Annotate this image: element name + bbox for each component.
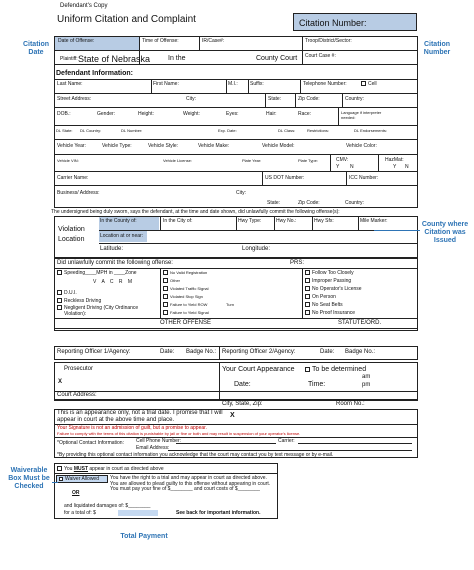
hair-label: Hair: bbox=[266, 111, 277, 117]
plaintiff-label: Plaintiff: bbox=[60, 56, 78, 62]
exp-date-label: Exp. Date: bbox=[218, 128, 237, 133]
location-near-label: Location at or near: bbox=[100, 233, 144, 239]
vehicle-license-label: Vehicle License: bbox=[163, 158, 192, 163]
zip-label: Zip Code: bbox=[298, 96, 320, 102]
signature-warning: Your Signature is not an admission of guilt, but a promise to appear. bbox=[57, 425, 207, 431]
cmv-label: CMV: bbox=[336, 157, 349, 163]
total-payment-annotation: Total Payment bbox=[120, 533, 168, 540]
reckless-checkbox[interactable] bbox=[57, 298, 62, 303]
dl-country-label: DL Country: bbox=[80, 128, 102, 133]
hazmat-label: HazMat: bbox=[385, 157, 404, 163]
dob-label: DOB.: bbox=[57, 111, 71, 117]
officer1-label: Reporting Officer 1/Agency: bbox=[57, 349, 131, 355]
usdot-label: US DOT Number: bbox=[265, 175, 305, 181]
city-label: City: bbox=[186, 96, 196, 102]
county-arrow bbox=[374, 230, 420, 231]
dl-number-label: DL Number: bbox=[121, 128, 143, 133]
suffix-label: Suffix: bbox=[250, 81, 264, 87]
business-address-label: Business/ Address: bbox=[57, 190, 100, 196]
latitude-label: Latitude: bbox=[100, 246, 124, 252]
negligent-checkbox[interactable] bbox=[57, 305, 62, 310]
country-label: Country: bbox=[345, 96, 364, 102]
must-appear-checkbox[interactable] bbox=[57, 466, 62, 471]
insurance-checkbox[interactable] bbox=[305, 310, 310, 315]
traffic-signal-label: Violated Traffic Signal bbox=[170, 286, 209, 291]
registration-checkbox[interactable] bbox=[163, 270, 168, 275]
total-label: for a total of: $ bbox=[64, 510, 96, 516]
follow-close-label: Follow Too Closely bbox=[312, 270, 354, 276]
insurance-label: No Proof Insurance bbox=[312, 310, 356, 316]
dui-label: D.U.I. bbox=[64, 290, 77, 296]
on-person-checkbox[interactable] bbox=[305, 294, 310, 299]
eyes-label: Eyes: bbox=[226, 111, 239, 117]
statute-label: STATUTE/ORD. bbox=[338, 320, 382, 326]
traffic-signal-checkbox[interactable] bbox=[163, 286, 168, 291]
mile-marker-label: Mile Marker: bbox=[360, 218, 388, 224]
to-be-determined-label: To be determined bbox=[312, 366, 367, 373]
total-amount-field[interactable] bbox=[118, 510, 158, 516]
business-zip-label: Zip Code: bbox=[298, 200, 320, 206]
vehicle-year-label: Vehicle Year: bbox=[57, 143, 86, 149]
waiver-allowed-box[interactable] bbox=[56, 475, 108, 483]
must-appear-emph: MUST bbox=[73, 466, 88, 472]
dl-state-label: DL State: bbox=[56, 128, 73, 133]
ir-case-label: IR/Case#: bbox=[202, 38, 225, 44]
negligent-label: Negligent Driving (City Ordinance Violation): bbox=[64, 305, 139, 317]
email-label: Email Address: bbox=[136, 445, 170, 451]
court-case-label: Court Case #: bbox=[305, 53, 336, 59]
city-state-zip-label: City, State, Zip: bbox=[222, 401, 263, 407]
in-the-label: In the bbox=[168, 55, 186, 62]
waiver-arrow bbox=[52, 482, 58, 483]
citation-date-annotation: Citation Date bbox=[22, 41, 50, 56]
license-label: No Operator's License bbox=[312, 286, 362, 292]
county-annotation: County where Citation was Issued bbox=[421, 221, 469, 244]
seat-belts-checkbox[interactable] bbox=[305, 302, 310, 307]
officer2-badge-label: Badge No.: bbox=[345, 349, 376, 355]
form-title: Uniform Citation and Complaint bbox=[57, 14, 196, 25]
endorsements-label: DL Endorsements: bbox=[354, 128, 387, 133]
officer1-date-label: Date: bbox=[160, 349, 175, 355]
must-appear-rest: appear in court as directed above bbox=[89, 466, 164, 472]
pm-label: pm bbox=[362, 382, 371, 388]
cmv-y[interactable]: Y bbox=[336, 164, 340, 170]
vehicle-style-label: Vehicle Style: bbox=[148, 143, 179, 149]
see-back-note: See back for important information. bbox=[176, 510, 261, 516]
stop-sign-label: Violated Stop Sign bbox=[170, 294, 203, 299]
yield-signal-checkbox[interactable] bbox=[163, 310, 168, 315]
cell-phone-label: Cell Phone Number: bbox=[136, 438, 182, 444]
waiver-text: You have the right to a trial and may appear in court as directed above. You are allowed to plead guilty to this offense without appearing in court. You must pay your fine of $________ and court costs of $________ bbox=[110, 475, 271, 492]
troop-label: Troop/District/Sector: bbox=[305, 38, 352, 44]
hwy-type-label: Hwy Type: bbox=[238, 218, 262, 224]
plate-type-label: Plate Type: bbox=[298, 158, 318, 163]
am-label: am bbox=[362, 374, 371, 380]
business-state-label: State: bbox=[267, 200, 281, 206]
prs-label: PRS: bbox=[290, 260, 305, 266]
must-appear-line bbox=[64, 466, 164, 472]
vacrm-label: V A C R M bbox=[93, 279, 135, 285]
speeding-checkbox[interactable] bbox=[57, 270, 62, 275]
appearance-notice: This is an appearance only, not a trial date. I promise that I will appear in court at the above time and place. bbox=[57, 410, 223, 423]
hazmat-y[interactable]: Y bbox=[393, 164, 397, 170]
prosecutor-x: X bbox=[58, 379, 63, 385]
mi-label: M.I.: bbox=[228, 81, 238, 87]
cmv-n[interactable]: N bbox=[350, 164, 354, 170]
stop-sign-checkbox[interactable] bbox=[163, 294, 168, 299]
seat-belts-label: No Seat Belts bbox=[312, 302, 343, 308]
first-name-label: First Name: bbox=[153, 81, 179, 87]
failure-warning: Failure to comply with the terms of this citation is punishable by jail or fine or both and may result in suspension of your operator's license. bbox=[57, 431, 301, 436]
time-of-offense-label: Time of Offense: bbox=[142, 38, 179, 44]
officer2-date-label: Date: bbox=[320, 349, 335, 355]
vehicle-type-label: Vehicle Type: bbox=[102, 143, 132, 149]
hazmat-n[interactable]: N bbox=[405, 164, 409, 170]
optional-contact-label: *Optional Contact Information: bbox=[57, 440, 124, 446]
other-label: Other bbox=[170, 278, 181, 283]
street-label: Street Address: bbox=[57, 96, 92, 102]
passing-label: Improper Passing bbox=[312, 278, 352, 284]
vehicle-vin-label: Vehicle VIN: bbox=[57, 158, 79, 163]
room-label: Room No.: bbox=[336, 401, 365, 407]
hwy-no-label: Hwy No.: bbox=[276, 218, 297, 224]
telephone-label: Telephone Number: bbox=[303, 81, 347, 87]
city-of-label: In the City of: bbox=[163, 218, 193, 224]
signature-x: X bbox=[230, 412, 235, 419]
interpreter-label: Language if interpreter needed: bbox=[341, 110, 382, 120]
turn-label: Turn bbox=[226, 302, 235, 307]
waiver-or: OR bbox=[72, 490, 80, 496]
waiver-allowed-checkbox[interactable] bbox=[59, 477, 63, 481]
business-country-label: Country: bbox=[345, 200, 364, 206]
must-appear-prefix: You bbox=[64, 466, 73, 472]
business-city-label: City: bbox=[236, 190, 246, 196]
plate-year-label: Plate Year: bbox=[242, 158, 262, 163]
yield-row-label: Failure to Yield ROW bbox=[170, 302, 208, 307]
dl-class-label: DL Class: bbox=[278, 128, 296, 133]
registration-label: No Valid Registration bbox=[170, 270, 208, 275]
cell-checkbox[interactable] bbox=[361, 81, 366, 86]
carrier-name-label: Carrier Name: bbox=[57, 175, 89, 181]
liquidated-label: and liquidated damages of: $________ bbox=[64, 503, 151, 509]
speeding-label: Speeding____MPH in ____Zone bbox=[64, 270, 137, 276]
yield-row-checkbox[interactable] bbox=[163, 302, 168, 307]
reckless-label: Reckless Driving bbox=[64, 298, 102, 304]
citation-number-annotation: Citation Number bbox=[423, 41, 451, 56]
violation-location-label: Violation Location bbox=[58, 226, 85, 243]
defendant-heading: Defendant Information: bbox=[56, 70, 133, 77]
vehicle-model-label: Vehicle Model: bbox=[262, 143, 295, 149]
offense-heading: Did unlawfully commit the following offense: bbox=[57, 260, 173, 266]
cell-label: Cell bbox=[368, 81, 377, 87]
icc-label: ICC Number: bbox=[349, 175, 379, 181]
citation-number-label: Citation Number: bbox=[299, 18, 367, 28]
last-name-label: Last Name: bbox=[57, 81, 83, 87]
on-person-label: On Person bbox=[312, 294, 336, 300]
waiverable-annotation: Waiverable Box Must be Checked bbox=[8, 467, 50, 490]
county-of-label: In the County of: bbox=[100, 218, 137, 224]
yield-signal-label: Failure to Yield Signal bbox=[170, 310, 209, 315]
license-checkbox[interactable] bbox=[305, 286, 310, 291]
vehicle-color-label: Vehicle Color: bbox=[346, 143, 377, 149]
oath-text: The undersigned being duly sworn, says the defendant, at the time and date shown, did unlawfully commit the following offense(s): bbox=[51, 209, 340, 215]
longitude-label: Longitude: bbox=[242, 246, 271, 252]
appearance-date-label: Date: bbox=[234, 381, 251, 388]
prosecutor-label: Prosecutor bbox=[64, 366, 94, 372]
acknowledgement-text: *By providing this optional contact information you acknowledge that the court may contact you by text message or by e-mail. bbox=[57, 452, 334, 458]
waiver-allowed-label: Waiver Allowed bbox=[65, 476, 99, 482]
to-be-determined-checkbox[interactable] bbox=[305, 367, 310, 372]
follow-close-checkbox[interactable] bbox=[305, 270, 310, 275]
date-of-offense-label: Date of Offense: bbox=[58, 38, 95, 44]
citation-number-box bbox=[293, 13, 417, 31]
state-label: State: bbox=[268, 96, 282, 102]
other-offense-label: OTHER OFFENSE bbox=[160, 320, 212, 326]
race-label: Race: bbox=[298, 111, 312, 117]
court-appearance-label: Your Court Appearance bbox=[222, 366, 295, 373]
other-checkbox[interactable] bbox=[163, 278, 168, 283]
officer2-label: Reporting Officer 2/Agency: bbox=[222, 349, 296, 355]
plaintiff-value: State of Nebraska bbox=[78, 54, 151, 64]
weight-label: Weight: bbox=[183, 111, 200, 117]
county-court-label: County Court bbox=[256, 55, 298, 62]
vehicle-make-label: Vehicle Make: bbox=[198, 143, 230, 149]
court-address-label: Court Address: bbox=[57, 392, 97, 398]
gender-label: Gender: bbox=[97, 111, 116, 117]
passing-checkbox[interactable] bbox=[305, 278, 310, 283]
copy-label: Defendant's Copy bbox=[60, 3, 108, 9]
height-label: Height: bbox=[138, 111, 154, 117]
appearance-time-label: Time: bbox=[308, 381, 326, 388]
hwy-sfx-label: Hwy Sfx: bbox=[314, 218, 334, 224]
restrictions-label: Restrictions: bbox=[307, 128, 330, 133]
dui-checkbox[interactable] bbox=[57, 290, 62, 295]
officer1-badge-label: Badge No.: bbox=[186, 349, 217, 355]
carrier-label: Carrier: bbox=[278, 438, 295, 444]
